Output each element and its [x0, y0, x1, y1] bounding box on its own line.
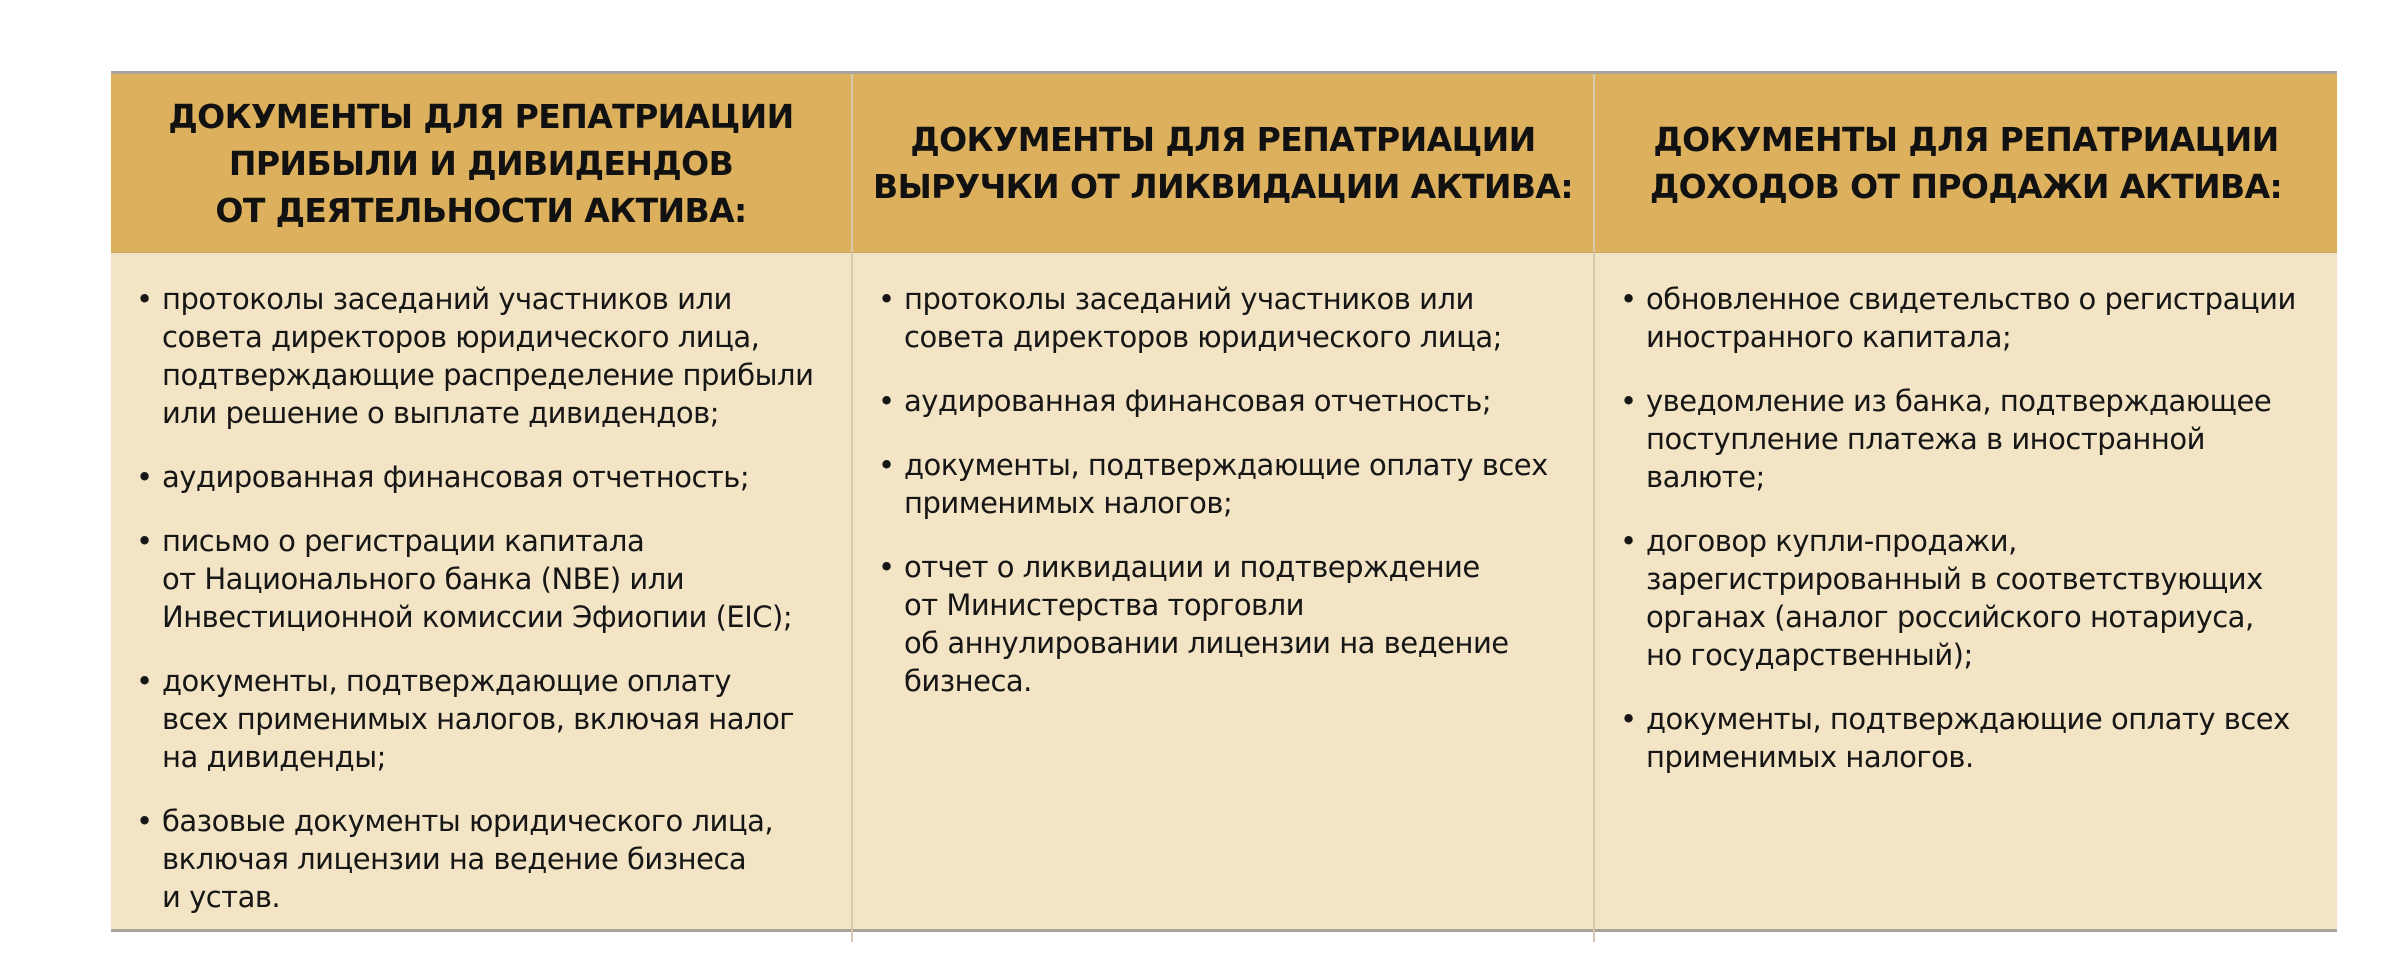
list-item [877, 280, 1573, 356]
list-item [877, 548, 1573, 700]
list-item-text: протоколы заседаний участников или совета директоров юридического лица; [904, 282, 1502, 354]
bullet-icon: • [136, 804, 153, 838]
list-item [877, 382, 1573, 420]
list-liquidation [877, 280, 1573, 700]
list-item [1619, 382, 2317, 496]
list-item-text: аудированная финансовая отчетность; [904, 384, 1492, 418]
bullet-icon: • [1620, 524, 1637, 558]
list-item [135, 280, 831, 432]
body-cell-liquidation [853, 253, 1595, 942]
list-item-text: письмо о регистрации капитала от Национального банка (NBE) или Инвестиционной комиссии Эфиопии (EIC); [162, 524, 793, 634]
documents-table [111, 71, 2337, 932]
list-profits [135, 280, 831, 916]
list-item-text: отчет о ликвидации и подтверждение от Министерства торговли об аннулировании лицензии на ведение бизнеса. [904, 550, 1509, 698]
header-cell-sale [1595, 74, 2337, 253]
bullet-icon: • [136, 524, 153, 558]
list-item-text: аудированная финансовая отчетность; [162, 460, 750, 494]
list-item-text: протоколы заседаний участников или совета директоров юридического лица, подтверждающие распределение прибыли или решение о выплате дивидендов; [162, 282, 814, 430]
bullet-icon: • [1620, 384, 1637, 418]
bullet-icon: • [136, 460, 153, 494]
list-item-text: уведомление из банка, подтверждающее поступление платежа в иностранной валюте; [1646, 384, 2272, 494]
list-item [1619, 700, 2317, 776]
bullet-icon: • [878, 550, 895, 584]
list-item-text: документы, подтверждающие оплату всех применимых налогов; [904, 448, 1548, 520]
heading-liquidation: ДОКУМЕНТЫ ДЛЯ РЕПАТРИАЦИИ ВЫРУЧКИ ОТ ЛИКВИДАЦИИ АКТИВА: [873, 120, 1573, 206]
list-item [135, 802, 831, 916]
list-item-text: обновленное свидетельство о регистрации иностранного капитала; [1646, 282, 2296, 354]
bullet-icon: • [1620, 702, 1637, 736]
list-item [135, 522, 831, 636]
list-item [135, 662, 831, 776]
bullet-icon: • [1620, 282, 1637, 316]
bullet-icon: • [136, 282, 153, 316]
list-item [1619, 522, 2317, 674]
body-cell-sale [1595, 253, 2337, 942]
bullet-icon: • [878, 384, 895, 418]
list-item-text: договор купли-продажи, зарегистрированный в соответствующих органах (аналог российского нотариуса, но государственный); [1646, 524, 2263, 672]
list-item-text: базовые документы юридического лица, включая лицензии на ведение бизнеса и устав. [162, 804, 774, 914]
list-item-text: документы, подтверждающие оплату всех применимых налогов. [1646, 702, 2290, 774]
header-cell-liquidation [853, 74, 1595, 253]
list-item-text: документы, подтверждающие оплату всех применимых налогов, включая налог на дивиденды; [162, 664, 795, 774]
list-sale [1619, 280, 2317, 776]
list-item [1619, 280, 2317, 356]
bullet-icon: • [136, 664, 153, 698]
list-item [877, 446, 1573, 522]
bullet-icon: • [878, 448, 895, 482]
list-item [135, 458, 831, 496]
heading-profits: ДОКУМЕНТЫ ДЛЯ РЕПАТРИАЦИИ ПРИБЫЛИ И ДИВИДЕНДОВ ОТ ДЕЯТЕЛЬНОСТИ АКТИВА: [168, 96, 794, 230]
body-cell-profits [111, 253, 853, 942]
heading-sale: ДОКУМЕНТЫ ДЛЯ РЕПАТРИАЦИИ ДОХОДОВ ОТ ПРОДАЖИ АКТИВА: [1649, 120, 2283, 206]
bullet-icon: • [878, 282, 895, 316]
header-cell-profits [111, 74, 853, 253]
